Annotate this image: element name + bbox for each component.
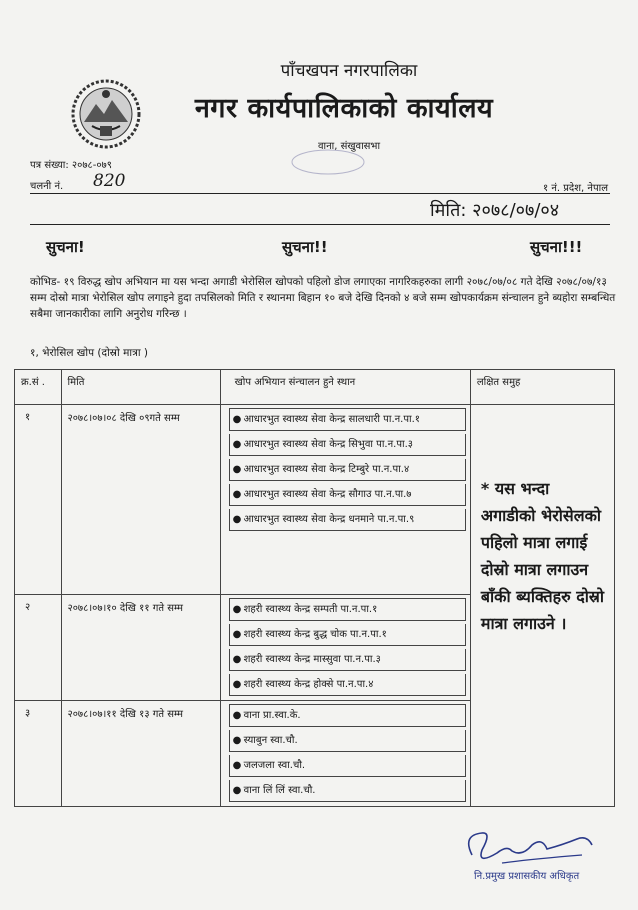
places-cell [220,405,470,595]
notice-paragraph: कोभिड- १९ विरुद्ध खोप अभियान मा यस भन्दा अगाडी भेरोसिल खोपको पहिलो डोज लगाएका नागरिकहरुका लागी २०७८/०७/०८ गते देखि २०७८/०७/१३ सम्म दोस्रो मात्रा भेरोसिल खोप लगाइने हुदा तपसिलको मिति र स्थानमा बिहान १० बजे देखि दिनको ४ बजे सम्म खोपकार्यक्रम संन्चालन हुने ब्यहोरा सम्बन्धित सबैमा जानकारीका लागि अनुरोध गरिन्छ । [30,276,616,320]
municipality-name: पाँचखपन नगरपालिका [280,61,418,81]
column-header: मिति [61,370,220,405]
list-item: ● शहरी स्वास्थ्य केन्द्र मास्सुवा पा.न.पा.३ [229,649,466,671]
notice-heading: सुचना!! [282,238,328,256]
letter-number: पत्र संख्या: २०७८-०७९ [30,160,112,171]
list-item: ● आधारभुत स्वास्थ्य सेवा केन्द्र टिम्बुरे पा.न.पा.४ [229,459,466,481]
column-header: क्र.सं . [15,370,62,405]
target-group: * यस भन्दा अगाडीको भेरोसेलको पहिलो मात्रा लगाई दोस्रो मात्रा लगाउन बाँकी ब्यक्तिहरु दोस्रो मात्रा लगाउने । [470,405,614,807]
date-divider [30,224,610,225]
place-name: जलजला स्वा.चौ. [243,760,306,771]
vaccine-subheading: १, भेरोसिल खोप (दोस्रो मात्रा ) [30,347,149,359]
date-range: २०७८।०७।११ देखि १३ गते सम्म [61,701,220,807]
place-name: शहरी स्वास्थ्य केन्द्र मास्सुवा पा.न.पा.३ [243,654,381,665]
list-item: ● आधारभुत स्वास्थ्य सेवा केन्द्र सौगाउ पा.न.पा.७ [229,484,466,506]
place-name: स्याबुन स्वा.चौ. [243,735,298,746]
place-name: आधारभुत स्वास्थ्य सेवा केन्द्र टिम्बुरे पा.न.पा.४ [243,464,410,475]
table-row [15,405,615,595]
place-name: आधारभुत स्वास्थ्य सेवा केन्द्र सिभुवा पा.न.पा.३ [243,439,413,450]
document-date: मिति: २०७८/०७/०४ [430,200,560,221]
list-item: ● शहरी स्वास्थ्य केन्द्र होक्से पा.न.पा.४ [229,674,466,696]
dispatch-number-label: चलनी नं. [30,181,64,192]
signatory-title: नि.प्रमुख प्रशासकीय अधिकृत [474,871,580,882]
signature-icon [452,815,602,875]
office-address: वाना, संखुवासभा [317,141,381,152]
header-divider [30,193,610,194]
place-name: वाना लिं लिं स्वा.चौ. [243,785,316,796]
list-item: ● वाना लिं लिं स्वा.चौ. [229,780,466,802]
list-item: ● आधारभुत स्वास्थ्य सेवा केन्द्र धनमाने पा.न.पा.९ [229,509,466,531]
serial-number: ३ [15,701,62,807]
list-item: ● शहरी स्वास्थ्य केन्द्र बुद्ध चोक पा.न.पा.१ [229,624,466,646]
column-header: खोप अभियान संन्चालन हुने स्थान [220,370,470,405]
office-stamp-icon [288,148,368,176]
province-address: १ नं. प्रदेश, नेपाल [542,183,608,194]
place-name: शहरी स्वास्थ्य केन्द्र बुद्ध चोक पा.न.पा.१ [243,629,387,640]
table-header-row [15,370,615,405]
list-item: ● आधारभुत स्वास्थ्य सेवा केन्द्र सालधारी पा.न.पा.१ [229,408,466,431]
place-name: शहरी स्वास्थ्य केन्द्र सम्पती पा.न.पा.१ [243,604,378,615]
list-item: ● जलजला स्वा.चौ. [229,755,466,777]
date-range: २०७८।०७।०८ देखि ०९गते सम्म [61,405,220,595]
list-item: ● शहरी स्वास्थ्य केन्द्र सम्पती पा.न.पा.१ [229,598,466,621]
place-name: शहरी स्वास्थ्य केन्द्र होक्से पा.न.पा.४ [243,679,374,690]
place-name: वाना प्रा.स्वा.के. [243,710,301,721]
place-name: आधारभुत स्वास्थ्य सेवा केन्द्र सौगाउ पा.न.पा.७ [243,489,412,500]
dispatch-number-value: 820 [93,171,126,191]
list-item: ● वाना प्रा.स्वा.के. [229,704,466,727]
notice-heading: सुचना! [46,238,85,256]
list-item: ● स्याबुन स्वा.चौ. [229,730,466,752]
office-name: नगर कार्यपालिकाको कार्यालय [194,93,494,124]
column-header: लक्षित समुह [470,370,614,405]
place-name: आधारभुत स्वास्थ्य सेवा केन्द्र सालधारी पा.न.पा.१ [243,414,421,425]
serial-number: २ [15,595,62,701]
serial-number: १ [15,405,62,595]
date-range: २०७८।०७।१० देखि ११ गते सम्म [61,595,220,701]
vaccination-schedule-table [14,369,615,807]
place-name: आधारभुत स्वास्थ्य सेवा केन्द्र धनमाने पा.न.पा.९ [243,514,415,525]
list-item: ● आधारभुत स्वास्थ्य सेवा केन्द्र सिभुवा पा.न.पा.३ [229,434,466,456]
places-cell [220,701,470,807]
places-cell [220,595,470,701]
notice-heading: सुचना!!! [530,238,583,256]
